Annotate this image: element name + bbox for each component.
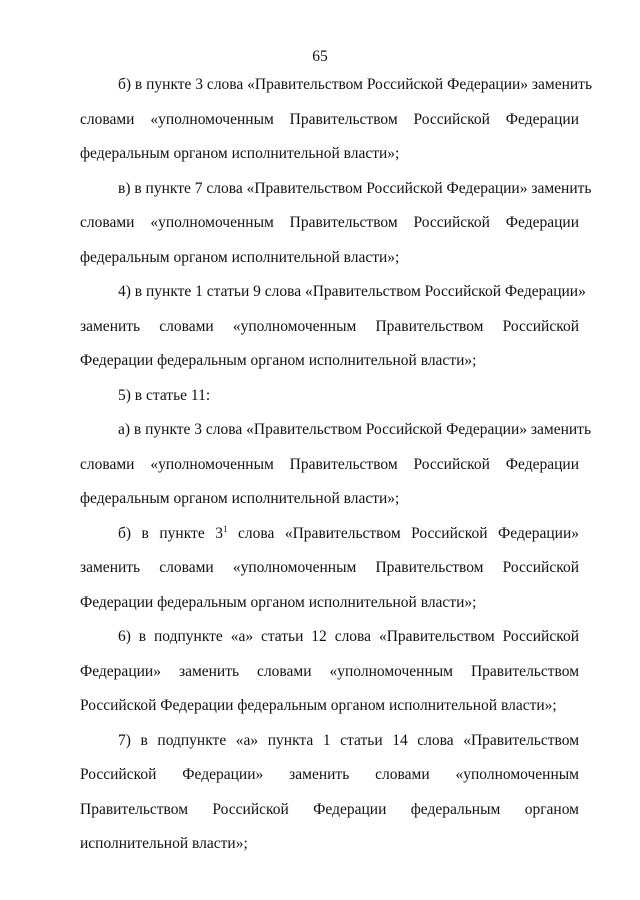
text-line: Федерации федеральным органом исполнительной власти»; (80, 352, 477, 369)
text-line: 5) в статье 11: (118, 386, 211, 404)
text-line: Российской Федерации федеральным органом исполнительной власти»; (80, 697, 557, 714)
text-line: Российской Федерации» заменить словами «уполномоченным (80, 766, 579, 783)
line-part: б) в пункте 3 (118, 524, 223, 542)
text-line: федеральным органом исполнительной власти»; (80, 490, 400, 507)
paragraph-6-art12 (80, 620, 579, 724)
text-line: федеральным органом исполнительной власти»; (80, 145, 400, 162)
paragraph-a-p3 (80, 413, 592, 517)
text-line: заменить словами «уполномоченным Правительством Российской (80, 559, 579, 576)
paragraph-7-art14 (80, 724, 579, 862)
superscript: 1 (222, 523, 228, 534)
paragraph-b-p3 (80, 68, 593, 172)
paragraph-v-p7 (80, 172, 592, 276)
text-line: федеральным органом исполнительной власти»; (80, 248, 400, 266)
paragraph-5-art11 (80, 379, 579, 414)
paragraph-b-p3-1 (80, 517, 579, 621)
text-line: словами «уполномоченным Правительством Российской Федерации (80, 110, 579, 128)
text-line: б) в пункте 3 слова «Правительством Российской Федерации» заменить (118, 76, 593, 93)
text-line: исполнительной власти»; (80, 835, 248, 852)
text-line: словами «уполномоченным Правительством Российской Федерации (80, 214, 579, 231)
text-line: 7) в подпункте «а» пункта 1 статьи 14 слова «Правительством (118, 731, 579, 749)
text-line: Федерации» заменить словами «уполномоченным Правительством (80, 662, 579, 680)
text-line: 6) в подпункте «а» статьи 12 слова «Правительством Российской (118, 628, 579, 645)
text-line (80, 517, 579, 552)
text-line: словами «уполномоченным Правительством Российской Федерации (80, 455, 579, 473)
text-line: Правительством Российской Федерации федеральным органом (80, 800, 579, 818)
page-number: 65 (312, 48, 328, 65)
text-line: 4) в пункте 1 статьи 9 слова «Правительством Российской Федерации» (118, 283, 586, 300)
text-line: а) в пункте 3 слова «Правительством Российской Федерации» заменить (118, 421, 592, 438)
text-line: Федерации федеральным органом исполнительной власти»; (80, 593, 477, 611)
line-part: слова «Правительством Российской Федерации» (227, 524, 579, 542)
document-body (80, 68, 593, 862)
text-line: заменить словами «уполномоченным Правительством Российской (80, 317, 579, 335)
paragraph-4-art9 (80, 275, 586, 379)
text-line: в) в пункте 7 слова «Правительством Российской Федерации» заменить (118, 179, 592, 197)
